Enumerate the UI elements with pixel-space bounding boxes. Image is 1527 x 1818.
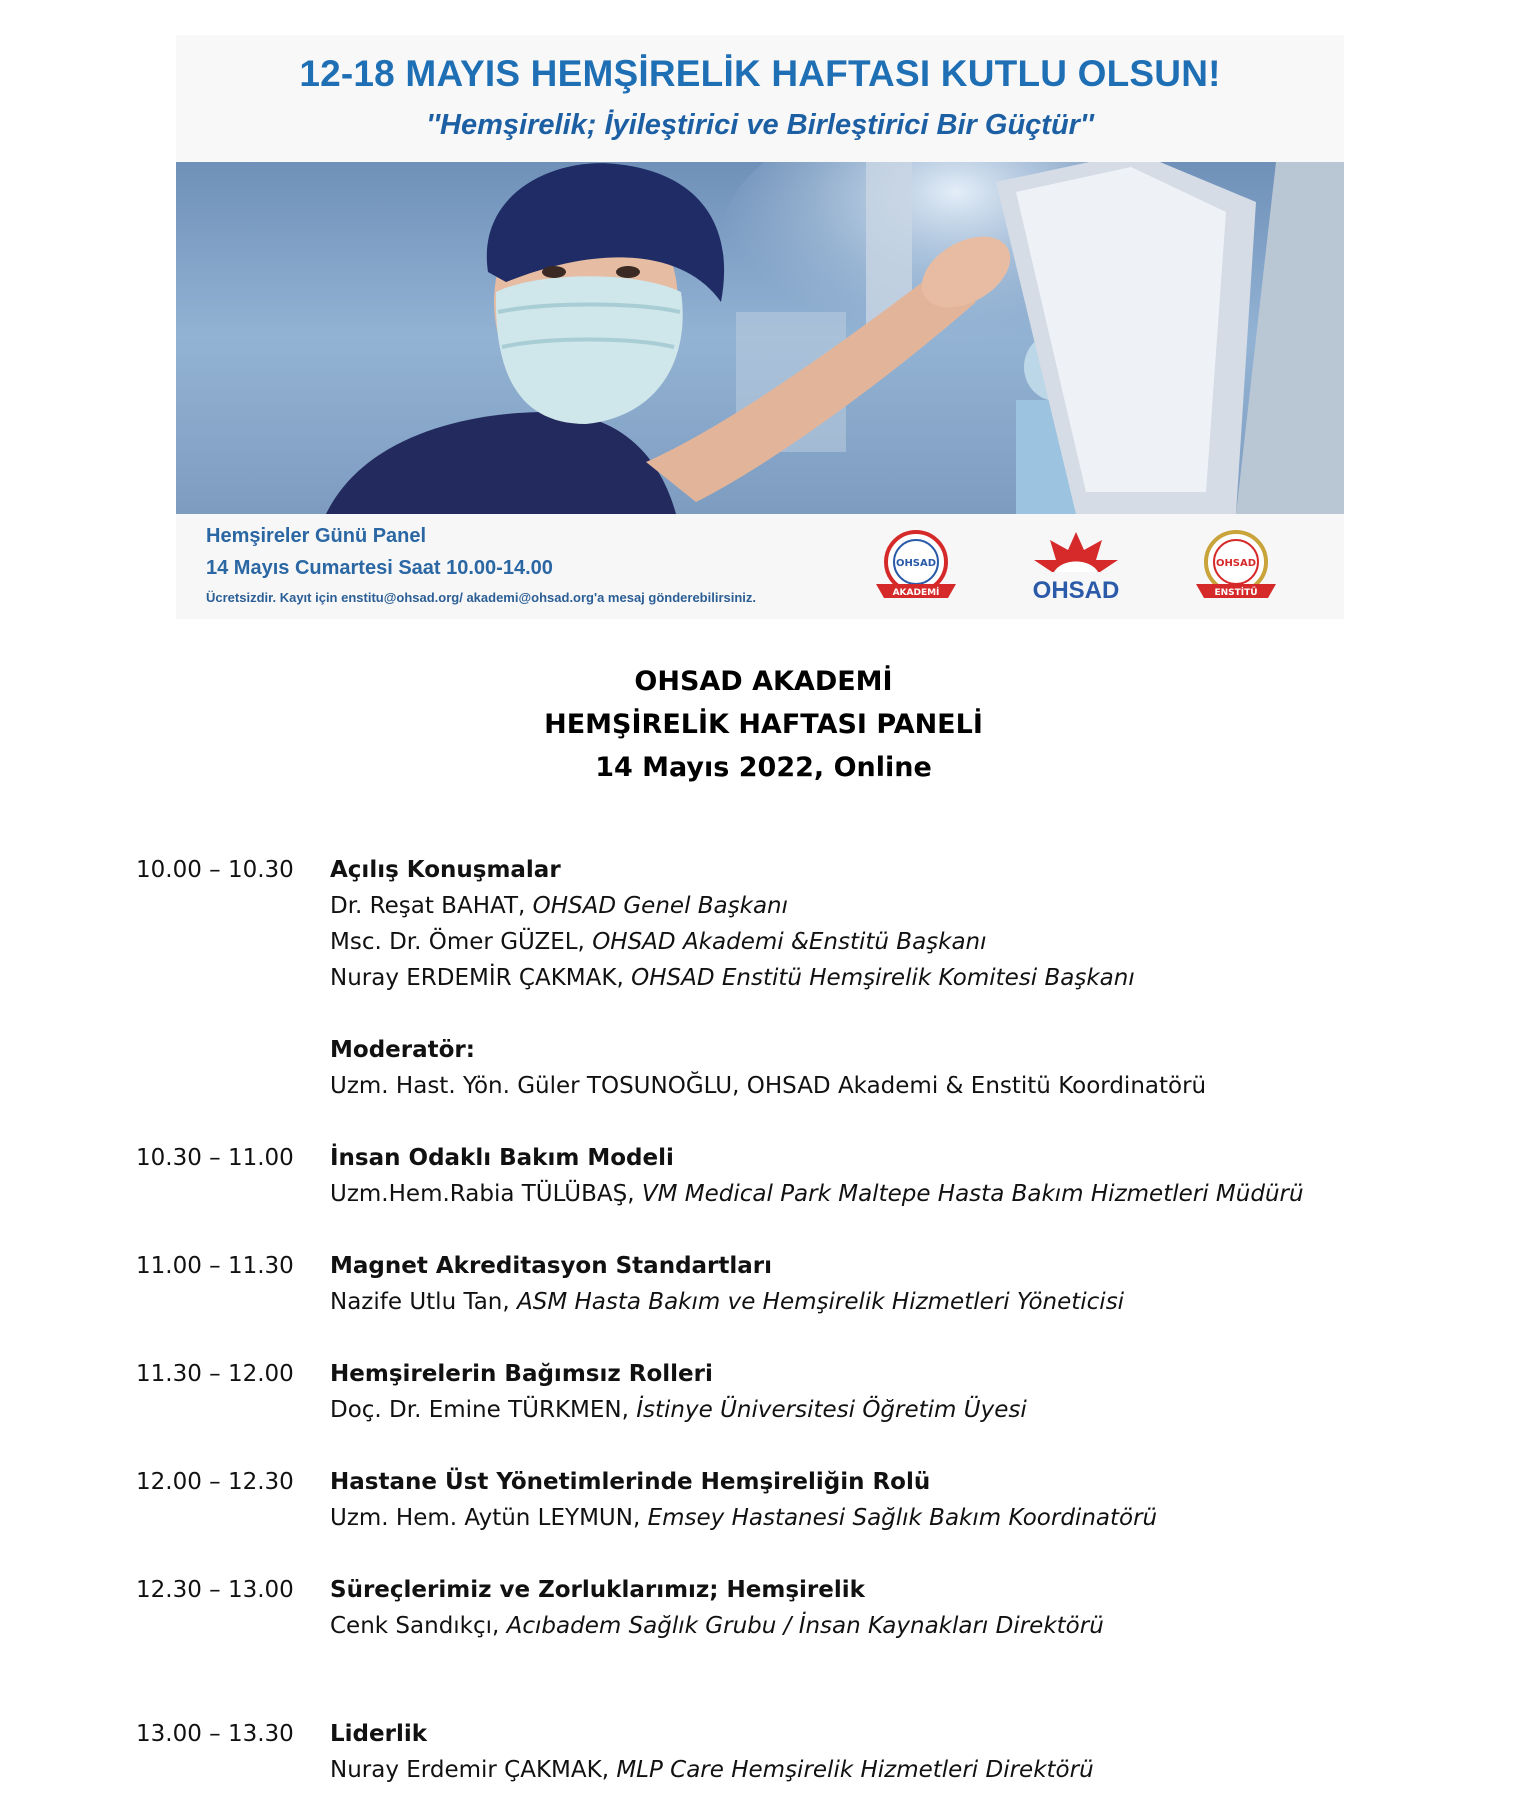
slot-time: 11.00 – 11.30	[136, 1253, 294, 1279]
footer-registration-note: Ücretsizdir. Kayıt için enstitu@ohsad.org/ akademi@ohsad.org'a mesaj gönderebilirsiniz.	[206, 590, 757, 605]
enstitu-seal-icon	[1188, 528, 1284, 604]
speaker-role: OHSAD Akademi &Enstitü Başkanı	[592, 929, 987, 955]
akademi-logo-top-text: OHSAD	[895, 558, 937, 569]
speaker-name: Nuray ERDEMİR ÇAKMAK,	[330, 965, 632, 991]
speaker-line	[330, 1176, 1516, 1212]
speaker-role: OHSAD Genel Başkanı	[532, 893, 789, 919]
slot-title: Süreçlerimiz ve Zorluklarımız; Hemşirelik	[330, 1577, 865, 1603]
ohsad-enstitu-logo	[1188, 528, 1284, 604]
speaker-line	[330, 1284, 1516, 1320]
slot-title: İnsan Odaklı Bakım Modeli	[330, 1145, 674, 1171]
slot-title: Açılış Konuşmalar	[330, 857, 561, 883]
program-slot	[136, 1716, 1516, 1788]
speaker-line	[330, 924, 1516, 960]
event-banner	[176, 35, 1344, 619]
program-slot	[136, 1140, 1516, 1212]
slot-title: Hemşirelerin Bağımsız Rolleri	[330, 1361, 713, 1387]
slot-time: 10.00 – 10.30	[136, 857, 294, 883]
program-slot	[136, 1464, 1516, 1536]
program-slot	[136, 1356, 1516, 1428]
moderator-name: Uzm. Hast. Yön. Güler TOSUNOĞLU, OHSAD Akademi & Enstitü Koordinatörü	[330, 1073, 1207, 1099]
program-slot	[136, 1248, 1516, 1320]
banner-footer	[176, 514, 1344, 619]
slot-time: 11.30 – 12.00	[136, 1361, 294, 1387]
speaker-line	[330, 1500, 1516, 1536]
heading-event-title: HEMŞİRELİK HAFTASI PANELİ	[544, 709, 983, 740]
enstitu-logo-top-text: OHSAD	[1215, 558, 1257, 569]
ohsad-logo-text: OHSAD	[1032, 577, 1120, 604]
akademi-logo-bottom-text: AKADEMİ	[892, 588, 940, 598]
speaker-name: Nazife Utlu Tan,	[330, 1289, 517, 1315]
nurse-illustration	[176, 162, 1344, 514]
footer-panel-name: Hemşireler Günü Panel	[206, 525, 427, 547]
speaker-name: Nuray Erdemir ÇAKMAK,	[330, 1757, 617, 1783]
ohsad-logo	[1026, 528, 1126, 604]
akademi-seal-icon	[868, 528, 964, 604]
slot-time: 12.30 – 13.00	[136, 1577, 294, 1603]
speaker-name: Cenk Sandıkçı,	[330, 1613, 507, 1639]
slot-title: Hastane Üst Yönetimlerinde Hemşireliğin Rolü	[330, 1469, 931, 1495]
heading-date: 14 Mayıs 2022, Online	[595, 752, 932, 783]
banner-header	[176, 35, 1344, 162]
program-slot	[136, 852, 1516, 1104]
speaker-line	[330, 888, 1516, 924]
speaker-name: Uzm.Hem.Rabia TÜLÜBAŞ,	[330, 1181, 642, 1207]
program-schedule	[136, 852, 1516, 1788]
nurse-photo	[176, 162, 1344, 514]
speaker-line	[330, 1752, 1516, 1788]
speaker-role: İstinye Üniversitesi Öğretim Üyesi	[636, 1397, 1027, 1423]
slot-title: Magnet Akreditasyon Standartları	[330, 1253, 773, 1279]
ohsad-akademi-logo	[868, 528, 964, 604]
slot-time: 10.30 – 11.00	[136, 1145, 294, 1171]
document-heading	[0, 660, 1527, 789]
speaker-line	[330, 1392, 1516, 1428]
slot-time: 13.00 – 13.30	[136, 1721, 294, 1747]
speaker-role: OHSAD Enstitü Hemşirelik Komitesi Başkanı	[631, 965, 1135, 991]
program-slot	[136, 1572, 1516, 1644]
ohsad-sun-icon	[1026, 528, 1126, 604]
moderator-label: Moderatör:	[330, 1037, 475, 1063]
speaker-role: Acıbadem Sağlık Grubu / İnsan Kaynakları Direktörü	[506, 1613, 1104, 1639]
speaker-line	[330, 1608, 1516, 1644]
enstitu-logo-bottom-text: ENSTİTÜ	[1214, 588, 1258, 598]
speaker-role: MLP Care Hemşirelik Hizmetleri Direktörü	[616, 1757, 1094, 1783]
heading-organization: OHSAD AKADEMİ	[634, 666, 893, 697]
speaker-role: Emsey Hastanesi Sağlık Bakım Koordinatörü	[647, 1505, 1158, 1531]
speaker-name: Msc. Dr. Ömer GÜZEL,	[330, 929, 593, 955]
slot-time: 12.00 – 12.30	[136, 1469, 294, 1495]
banner-quote: ''Hemşirelik; İyileştirici ve Birleştirici Bir Güçtür''	[426, 109, 1094, 141]
speaker-line	[330, 960, 1516, 996]
speaker-name: Doç. Dr. Emine TÜRKMEN,	[330, 1397, 637, 1423]
slot-title: Liderlik	[330, 1721, 428, 1747]
footer-date-time: 14 Mayıs Cumartesi Saat 10.00-14.00	[206, 557, 553, 579]
speaker-role: ASM Hasta Bakım ve Hemşirelik Hizmetleri Yöneticisi	[517, 1289, 1125, 1315]
speaker-role: VM Medical Park Maltepe Hasta Bakım Hizmetleri Müdürü	[641, 1181, 1304, 1207]
speaker-name: Dr. Reşat BAHAT,	[330, 893, 533, 919]
banner-title: 12-18 MAYIS HEMŞİRELİK HAFTASI KUTLU OLSUN!	[299, 53, 1221, 94]
speaker-name: Uzm. Hem. Aytün LEYMUN,	[330, 1505, 648, 1531]
